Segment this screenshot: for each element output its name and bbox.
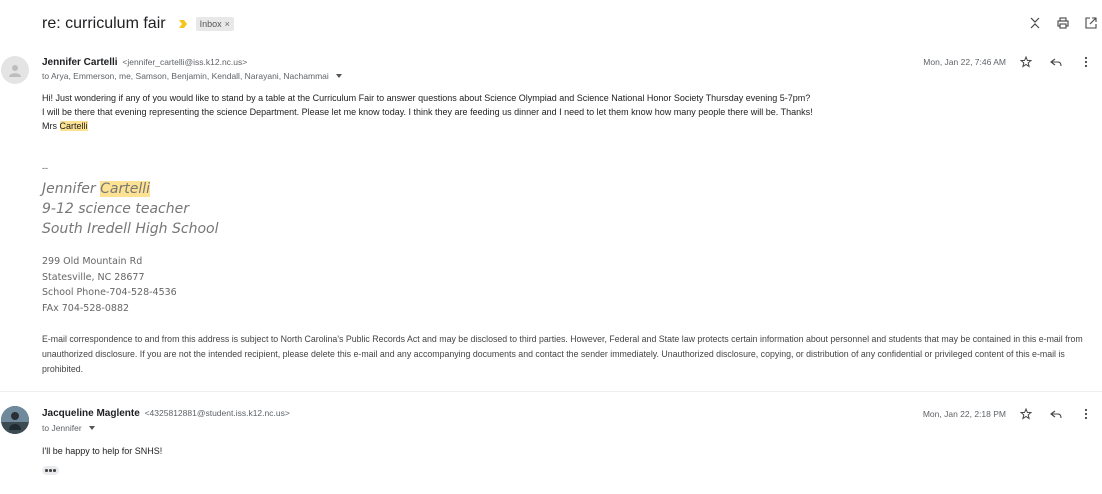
chevron-down-icon[interactable] <box>336 74 342 78</box>
recipients-text: to Arya, Emmerson, me, Samson, Benjamin, Kendall, Narayani, Nachammai <box>42 71 329 81</box>
signature-block <box>42 179 218 239</box>
important-marker-icon[interactable] <box>178 19 188 29</box>
reply-icon[interactable] <box>1050 56 1062 68</box>
star-icon[interactable] <box>1020 56 1032 68</box>
disclaimer-text: E-mail correspondence to and from this address is subject to North Carolina's Public Records Act and may be disclosed to third parties. However, Federal and State law protects certain information about personnel and students that may be contained in this e-mail from unauthorized disclosure. If you are not the intended recipient, please delete this e-mail and any accompanying documents and contact the sender immediately. Unauthorized disclosure, copying, or distribution of any confidential or privileged content of this e-mail is prohibited. <box>42 334 1083 374</box>
user-photo-icon <box>1 406 29 434</box>
closing-line <box>42 119 813 133</box>
closing-prefix: Mrs <box>42 121 60 131</box>
address-line: FAx 704-528-0882 <box>42 303 130 315</box>
sender-avatar[interactable] <box>1 406 29 434</box>
inbox-label-chip <box>196 17 234 31</box>
sender-line <box>42 57 247 68</box>
more-vert-icon[interactable] <box>1080 408 1092 420</box>
message-body <box>42 444 162 458</box>
remove-label-icon[interactable]: × <box>224 19 230 29</box>
show-trimmed-content-button[interactable] <box>42 466 59 475</box>
sender-name[interactable]: Jennifer Cartelli <box>42 57 118 68</box>
message-meta <box>923 408 1098 420</box>
recipients-text: to Jennifer <box>42 423 82 433</box>
recipients-line[interactable] <box>42 423 95 433</box>
sender-email: <jennifer_cartelli@iss.k12.nc.us> <box>122 57 248 67</box>
default-avatar-icon <box>8 63 22 77</box>
print-icon[interactable] <box>1056 16 1070 30</box>
message-date: Mon, Jan 22, 7:46 AM <box>923 57 1006 67</box>
body-line: I'll be happy to help for SNHS! <box>42 446 163 456</box>
message-meta <box>923 56 1098 68</box>
message-body <box>42 91 813 133</box>
signature-name-prefix: Jennifer <box>42 181 101 197</box>
signature-address <box>42 254 177 317</box>
message-date: Mon, Jan 22, 2:18 PM <box>922 409 1006 419</box>
sender-email: <4325812881@student.iss.k12.nc.us> <box>144 408 290 418</box>
signature-separator: -- <box>42 163 48 173</box>
signature-name <box>42 179 218 199</box>
thread-toolbar <box>1028 16 1098 30</box>
thread-header <box>42 12 234 36</box>
reply-icon[interactable] <box>1050 408 1062 420</box>
chevron-down-icon[interactable] <box>89 426 95 430</box>
body-line: Hi! Just wondering if any of you would like to stand by a table at the Curriculum Fair to answer questions about Science Olympiad and Science National Honor Society Thursday evening 5-7pm? <box>42 93 811 103</box>
recipients-line[interactable] <box>42 71 342 81</box>
thread-subject: re: curriculum fair <box>42 15 166 32</box>
signature-name-highlight: Cartelli <box>100 181 151 197</box>
more-vert-icon[interactable] <box>1080 56 1092 68</box>
sender-name[interactable]: Jacqueline Maglente <box>42 408 140 419</box>
message-divider <box>0 391 1102 392</box>
signature-title: 9-12 science teacher <box>42 201 189 217</box>
address-line: Statesville, NC 28677 <box>42 271 145 283</box>
sender-avatar[interactable] <box>1 56 29 84</box>
open-new-window-icon[interactable] <box>1084 16 1098 30</box>
address-line: School Phone-704-528-4536 <box>42 287 177 299</box>
star-icon[interactable] <box>1020 408 1032 420</box>
inbox-label-text: Inbox <box>199 19 222 29</box>
address-line: 299 Old Mountain Rd <box>42 256 143 267</box>
collapse-icon[interactable] <box>1028 16 1042 30</box>
sender-line <box>42 408 290 419</box>
closing-highlight: Cartelli <box>59 121 88 131</box>
body-line: I will be there that evening representing the science Department. Please let me know today. I think they are feeding us dinner and I need to let them know how many people there will be. Thanks! <box>42 107 813 117</box>
signature-school: South Iredell High School <box>42 221 219 237</box>
